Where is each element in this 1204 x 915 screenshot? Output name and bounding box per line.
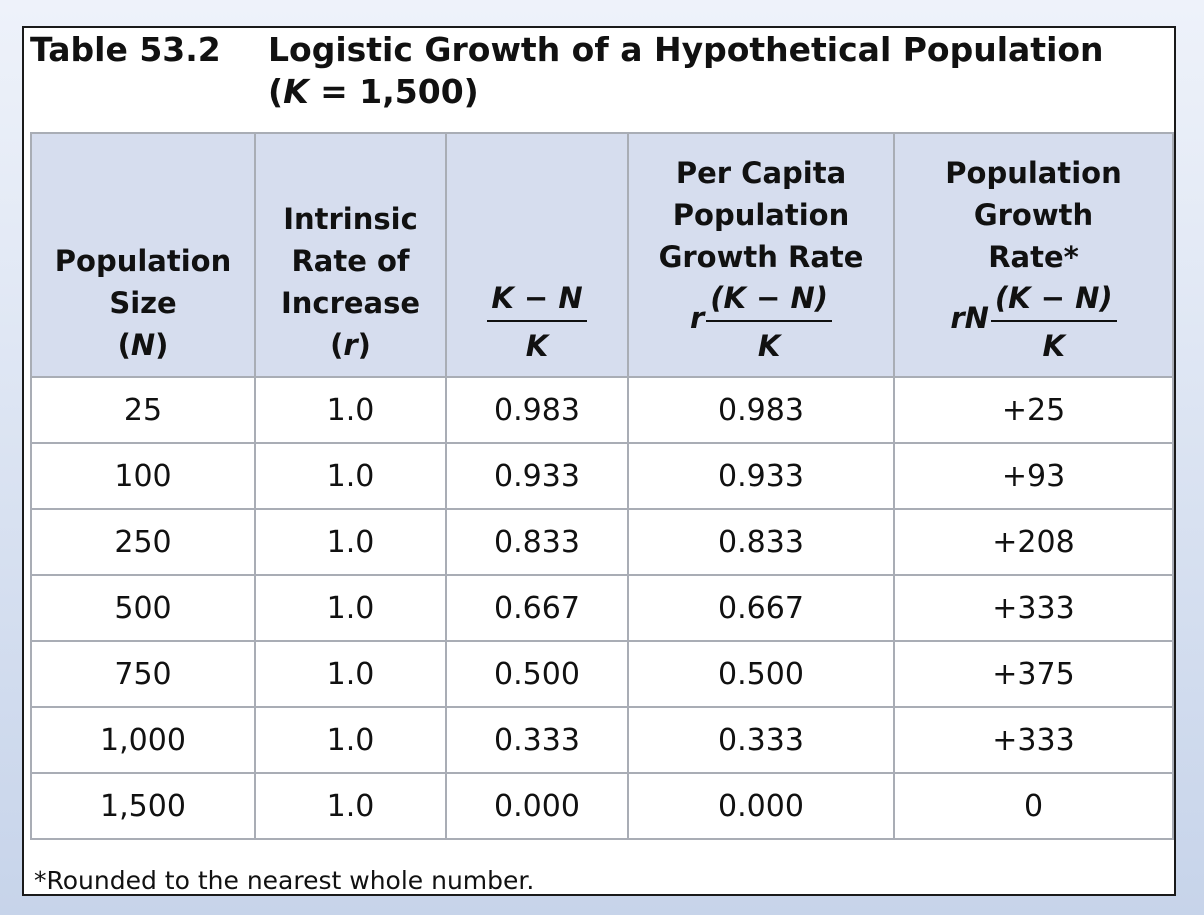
header-col5-line2: Growth xyxy=(973,198,1094,232)
subtitle-rest: = 1,500) xyxy=(308,72,479,111)
header-col1-line3: (N) xyxy=(117,328,169,362)
table-subtitle xyxy=(268,72,479,112)
header-col1-line1: Population xyxy=(54,244,232,278)
cell-k-minus-n-over-k: 0.667 xyxy=(446,575,628,641)
cell-per-capita-growth: 0.833 xyxy=(628,509,894,575)
cell-intrinsic-rate: 1.0 xyxy=(255,509,446,575)
cell-population-size: 100 xyxy=(31,443,255,509)
header-col1-line2: Size xyxy=(109,286,177,320)
cell-population-growth: +25 xyxy=(894,377,1173,443)
header-col5-line3: Rate* xyxy=(988,240,1079,274)
cell-k-minus-n-over-k: 0.500 xyxy=(446,641,628,707)
cell-per-capita-growth: 0.933 xyxy=(628,443,894,509)
header-col4-numerator: (K − N) xyxy=(706,278,832,322)
header-k-minus-n-over-k xyxy=(446,133,628,377)
cell-population-growth: 0 xyxy=(894,773,1173,839)
header-col4-prefix: r xyxy=(689,301,705,335)
cell-k-minus-n-over-k: 0.983 xyxy=(446,377,628,443)
cell-k-minus-n-over-k: 0.333 xyxy=(446,707,628,773)
cell-population-growth: +375 xyxy=(894,641,1173,707)
cell-intrinsic-rate: 1.0 xyxy=(255,575,446,641)
cell-population-size: 1,500 xyxy=(31,773,255,839)
cell-intrinsic-rate: 1.0 xyxy=(255,377,446,443)
cell-population-size: 250 xyxy=(31,509,255,575)
table-row xyxy=(31,641,1173,707)
header-per-capita-growth xyxy=(628,133,894,377)
cell-per-capita-growth: 0.333 xyxy=(628,707,894,773)
header-population-size xyxy=(31,133,255,377)
header-col5-prefix: rN xyxy=(950,301,989,335)
table-row xyxy=(31,509,1173,575)
header-col4-denominator: K xyxy=(757,329,781,363)
subtitle-open: ( xyxy=(268,72,284,111)
cell-intrinsic-rate: 1.0 xyxy=(255,773,446,839)
cell-per-capita-growth: 0.500 xyxy=(628,641,894,707)
header-col5-line1: Population xyxy=(945,156,1122,190)
table-row xyxy=(31,377,1173,443)
header-col5-fraction xyxy=(991,278,1117,366)
header-col4-fraction xyxy=(706,278,832,366)
table-row xyxy=(31,773,1173,839)
cell-population-size: 1,000 xyxy=(31,707,255,773)
header-col2-line3: Increase xyxy=(280,286,421,320)
cell-population-growth: +93 xyxy=(894,443,1173,509)
cell-population-size: 500 xyxy=(31,575,255,641)
cell-population-size: 750 xyxy=(31,641,255,707)
cell-population-growth: +333 xyxy=(894,575,1173,641)
footnote: *Rounded to the nearest whole number. xyxy=(34,866,535,895)
cell-per-capita-growth: 0.000 xyxy=(628,773,894,839)
header-col3-denominator: K xyxy=(525,329,549,363)
header-intrinsic-rate xyxy=(255,133,446,377)
cell-k-minus-n-over-k: 0.933 xyxy=(446,443,628,509)
subtitle-var: K xyxy=(283,72,309,111)
header-col5-formula xyxy=(950,281,1116,363)
cell-k-minus-n-over-k: 0.000 xyxy=(446,773,628,839)
header-col5-denominator: K xyxy=(1042,329,1066,363)
header-col4-line3: Growth Rate xyxy=(658,240,864,274)
cell-population-growth: +208 xyxy=(894,509,1173,575)
table-row xyxy=(31,575,1173,641)
header-col3-numerator: K − N xyxy=(487,278,586,322)
header-col4-line1: Per Capita xyxy=(675,156,847,190)
header-col2-line2: Rate of xyxy=(291,244,410,278)
header-col3-fraction xyxy=(487,278,586,366)
header-col2-line1: Intrinsic xyxy=(283,202,418,236)
header-col4-formula xyxy=(689,281,832,363)
header-col2-line4: (r) xyxy=(330,328,371,362)
header-col4-line2: Population xyxy=(672,198,850,232)
logistic-growth-table xyxy=(30,132,1174,840)
table-frame xyxy=(22,26,1176,896)
header-population-growth xyxy=(894,133,1173,377)
cell-per-capita-growth: 0.983 xyxy=(628,377,894,443)
cell-per-capita-growth: 0.667 xyxy=(628,575,894,641)
table-row xyxy=(31,443,1173,509)
cell-intrinsic-rate: 1.0 xyxy=(255,707,446,773)
cell-population-growth: +333 xyxy=(894,707,1173,773)
table-title-text: Logistic Growth of a Hypothetical Population xyxy=(268,30,1104,69)
header-col5-numerator: (K − N) xyxy=(991,278,1117,322)
table-row xyxy=(31,707,1173,773)
cell-intrinsic-rate: 1.0 xyxy=(255,641,446,707)
cell-population-size: 25 xyxy=(31,377,255,443)
cell-intrinsic-rate: 1.0 xyxy=(255,443,446,509)
cell-k-minus-n-over-k: 0.833 xyxy=(446,509,628,575)
table-number: Table 53.2 xyxy=(30,30,221,69)
table-title xyxy=(24,28,1174,132)
header-row xyxy=(31,133,1173,377)
